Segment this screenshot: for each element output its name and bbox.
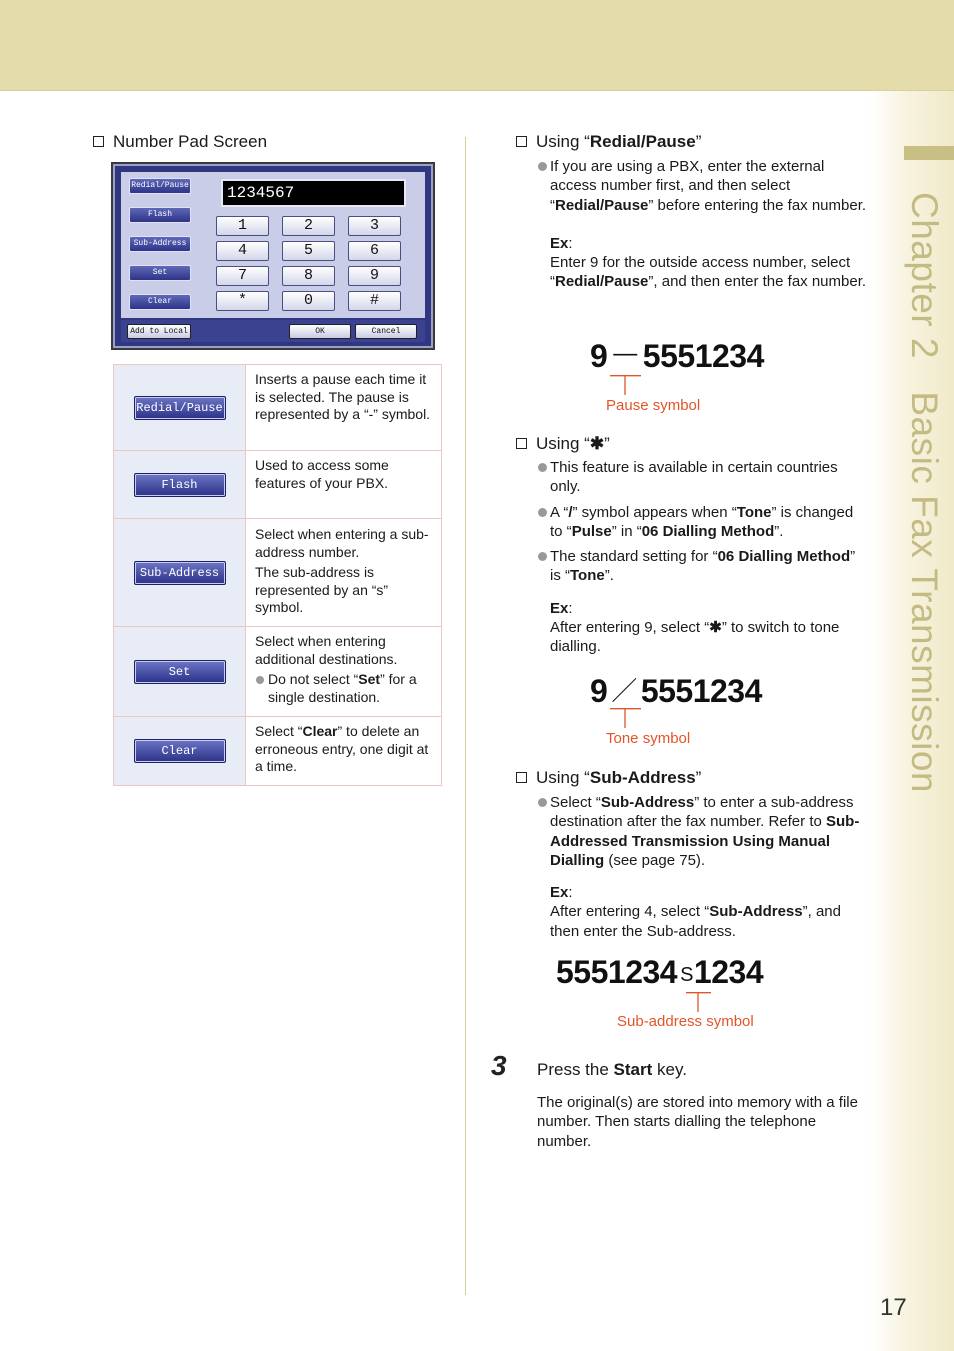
sub-address-example-number: 5551234 S1234 (556, 954, 764, 990)
table-row (114, 519, 442, 627)
set-description: Select when entering additional destinations. (255, 633, 398, 667)
cancel-button[interactable]: Cancel (355, 324, 417, 339)
key-2[interactable]: 2 (282, 216, 335, 236)
example-label: Ex: (550, 234, 573, 252)
redial-pause-section (537, 157, 867, 292)
key-0[interactable]: 0 (282, 291, 335, 311)
key-hash[interactable]: # (348, 291, 401, 311)
screen-set-button[interactable]: Set (129, 265, 191, 281)
key-3[interactable]: 3 (348, 216, 401, 236)
sub-address-description: Select when entering a sub-address number. (255, 526, 429, 560)
key-6[interactable]: 6 (348, 241, 401, 261)
example-label: Ex: (550, 884, 573, 902)
number-pad-screen (113, 164, 433, 348)
tone-example-number: 9 ／ 5551234 (590, 673, 762, 709)
sub-address-symbol-pointer (686, 992, 712, 1014)
sub-address-note: The sub-address is represented by an “s” symbol. (255, 564, 389, 615)
number-pad-heading: Number Pad Screen (93, 132, 267, 152)
example-label: Ex: (550, 599, 573, 617)
star-section (537, 458, 867, 657)
redial-pause-button[interactable]: Redial/Pause (134, 396, 226, 420)
step-body: The original(s) are stored into memory with a file number. Then starts dialling the telephone number. (537, 1094, 858, 1150)
ok-button[interactable]: OK (289, 324, 351, 339)
set-button[interactable]: Set (134, 660, 226, 684)
chapter-title: Chapter 2 Basic Fax Transmission (904, 192, 945, 794)
redial-pause-heading: Using “Redial/Pause” (516, 132, 701, 152)
star-heading: Using “✱” (516, 434, 610, 454)
star-bullet-symbol: A “/” symbol appears when “Tone” is changed to “Pulse” in “06 Dialling Method”. (537, 503, 867, 542)
checkbox-square-icon (516, 438, 527, 449)
checkbox-square-icon (93, 136, 104, 147)
pause-example-number: 9 — 5551234 (590, 338, 764, 374)
redial-pause-example-text: Enter 9 for the outside access number, select “Redial/Pause”, and then enter the fax number. (550, 254, 867, 291)
screen-sub-address-button[interactable]: Sub-Address (129, 236, 191, 252)
sub-address-section (537, 793, 867, 941)
key-8[interactable]: 8 (282, 266, 335, 286)
key-7[interactable]: 7 (216, 266, 269, 286)
sub-address-symbol-label: Sub-address symbol (617, 1013, 754, 1030)
table-row (114, 627, 442, 717)
table-row (114, 451, 442, 519)
clear-description: Select “Clear” to delete an erroneous entry, one digit at a time. (255, 723, 429, 774)
flash-description: Used to access some features of your PBX. (255, 457, 389, 491)
key-9[interactable]: 9 (348, 266, 401, 286)
checkbox-square-icon (516, 772, 527, 783)
flash-button[interactable]: Flash (134, 473, 226, 497)
step-number: 3 (491, 1050, 507, 1081)
screen-redial-pause-button[interactable]: Redial/Pause (129, 178, 191, 194)
sub-address-button[interactable]: Sub-Address (134, 561, 226, 585)
add-to-local-button[interactable]: Add to Local (127, 324, 191, 339)
column-divider (465, 137, 466, 1295)
page-number: 17 (880, 1294, 907, 1321)
table-row (114, 717, 442, 786)
button-description-table (113, 364, 442, 786)
table-row (114, 365, 442, 451)
key-star[interactable]: * (216, 291, 269, 311)
chapter-tab-marker (904, 146, 954, 160)
key-1[interactable]: 1 (216, 216, 269, 236)
number-display: 1234567 (221, 179, 406, 207)
sub-address-heading: Using “Sub-Address” (516, 768, 701, 788)
set-note: Do not select “Set” for a single destination. (255, 671, 433, 706)
sub-address-bullet: Select “Sub-Address” to enter a sub-address destination after the fax number. Refer to Sub-Addressed Transmission Using Manual Dialling (see page 75). (537, 793, 867, 870)
tone-symbol-pointer (610, 708, 642, 730)
screen-bottom-bar (121, 320, 425, 342)
redial-pause-description: Inserts a pause each time it is selected. The pause is represented by a “-” symbol. (255, 371, 431, 422)
tone-symbol-label: Tone symbol (606, 730, 691, 747)
header-band (0, 0, 954, 91)
step-instruction: Press the Start key. (537, 1060, 687, 1079)
screen-panel (121, 172, 425, 318)
star-example-text: After entering 9, select “✱” to switch to tone dialling. (550, 619, 840, 656)
pause-symbol-label: Pause symbol (606, 397, 701, 414)
sub-address-example-text: After entering 4, select “Sub-Address”, and then enter the Sub-address. (550, 903, 841, 940)
clear-button[interactable]: Clear (134, 739, 226, 763)
key-4[interactable]: 4 (216, 241, 269, 261)
pause-symbol-pointer (610, 375, 642, 397)
checkbox-square-icon (516, 136, 527, 147)
star-bullet-standard: The standard setting for “06 Dialling Method” is “Tone”. (537, 547, 867, 586)
key-5[interactable]: 5 (282, 241, 335, 261)
screen-clear-button[interactable]: Clear (129, 294, 191, 310)
redial-pause-bullet: If you are using a PBX, enter the external access number first, and then select “Redial/Pause” before entering the fax number. (537, 157, 867, 215)
screen-flash-button[interactable]: Flash (129, 207, 191, 223)
star-bullet-countries: This feature is available in certain countries only. (537, 458, 867, 497)
